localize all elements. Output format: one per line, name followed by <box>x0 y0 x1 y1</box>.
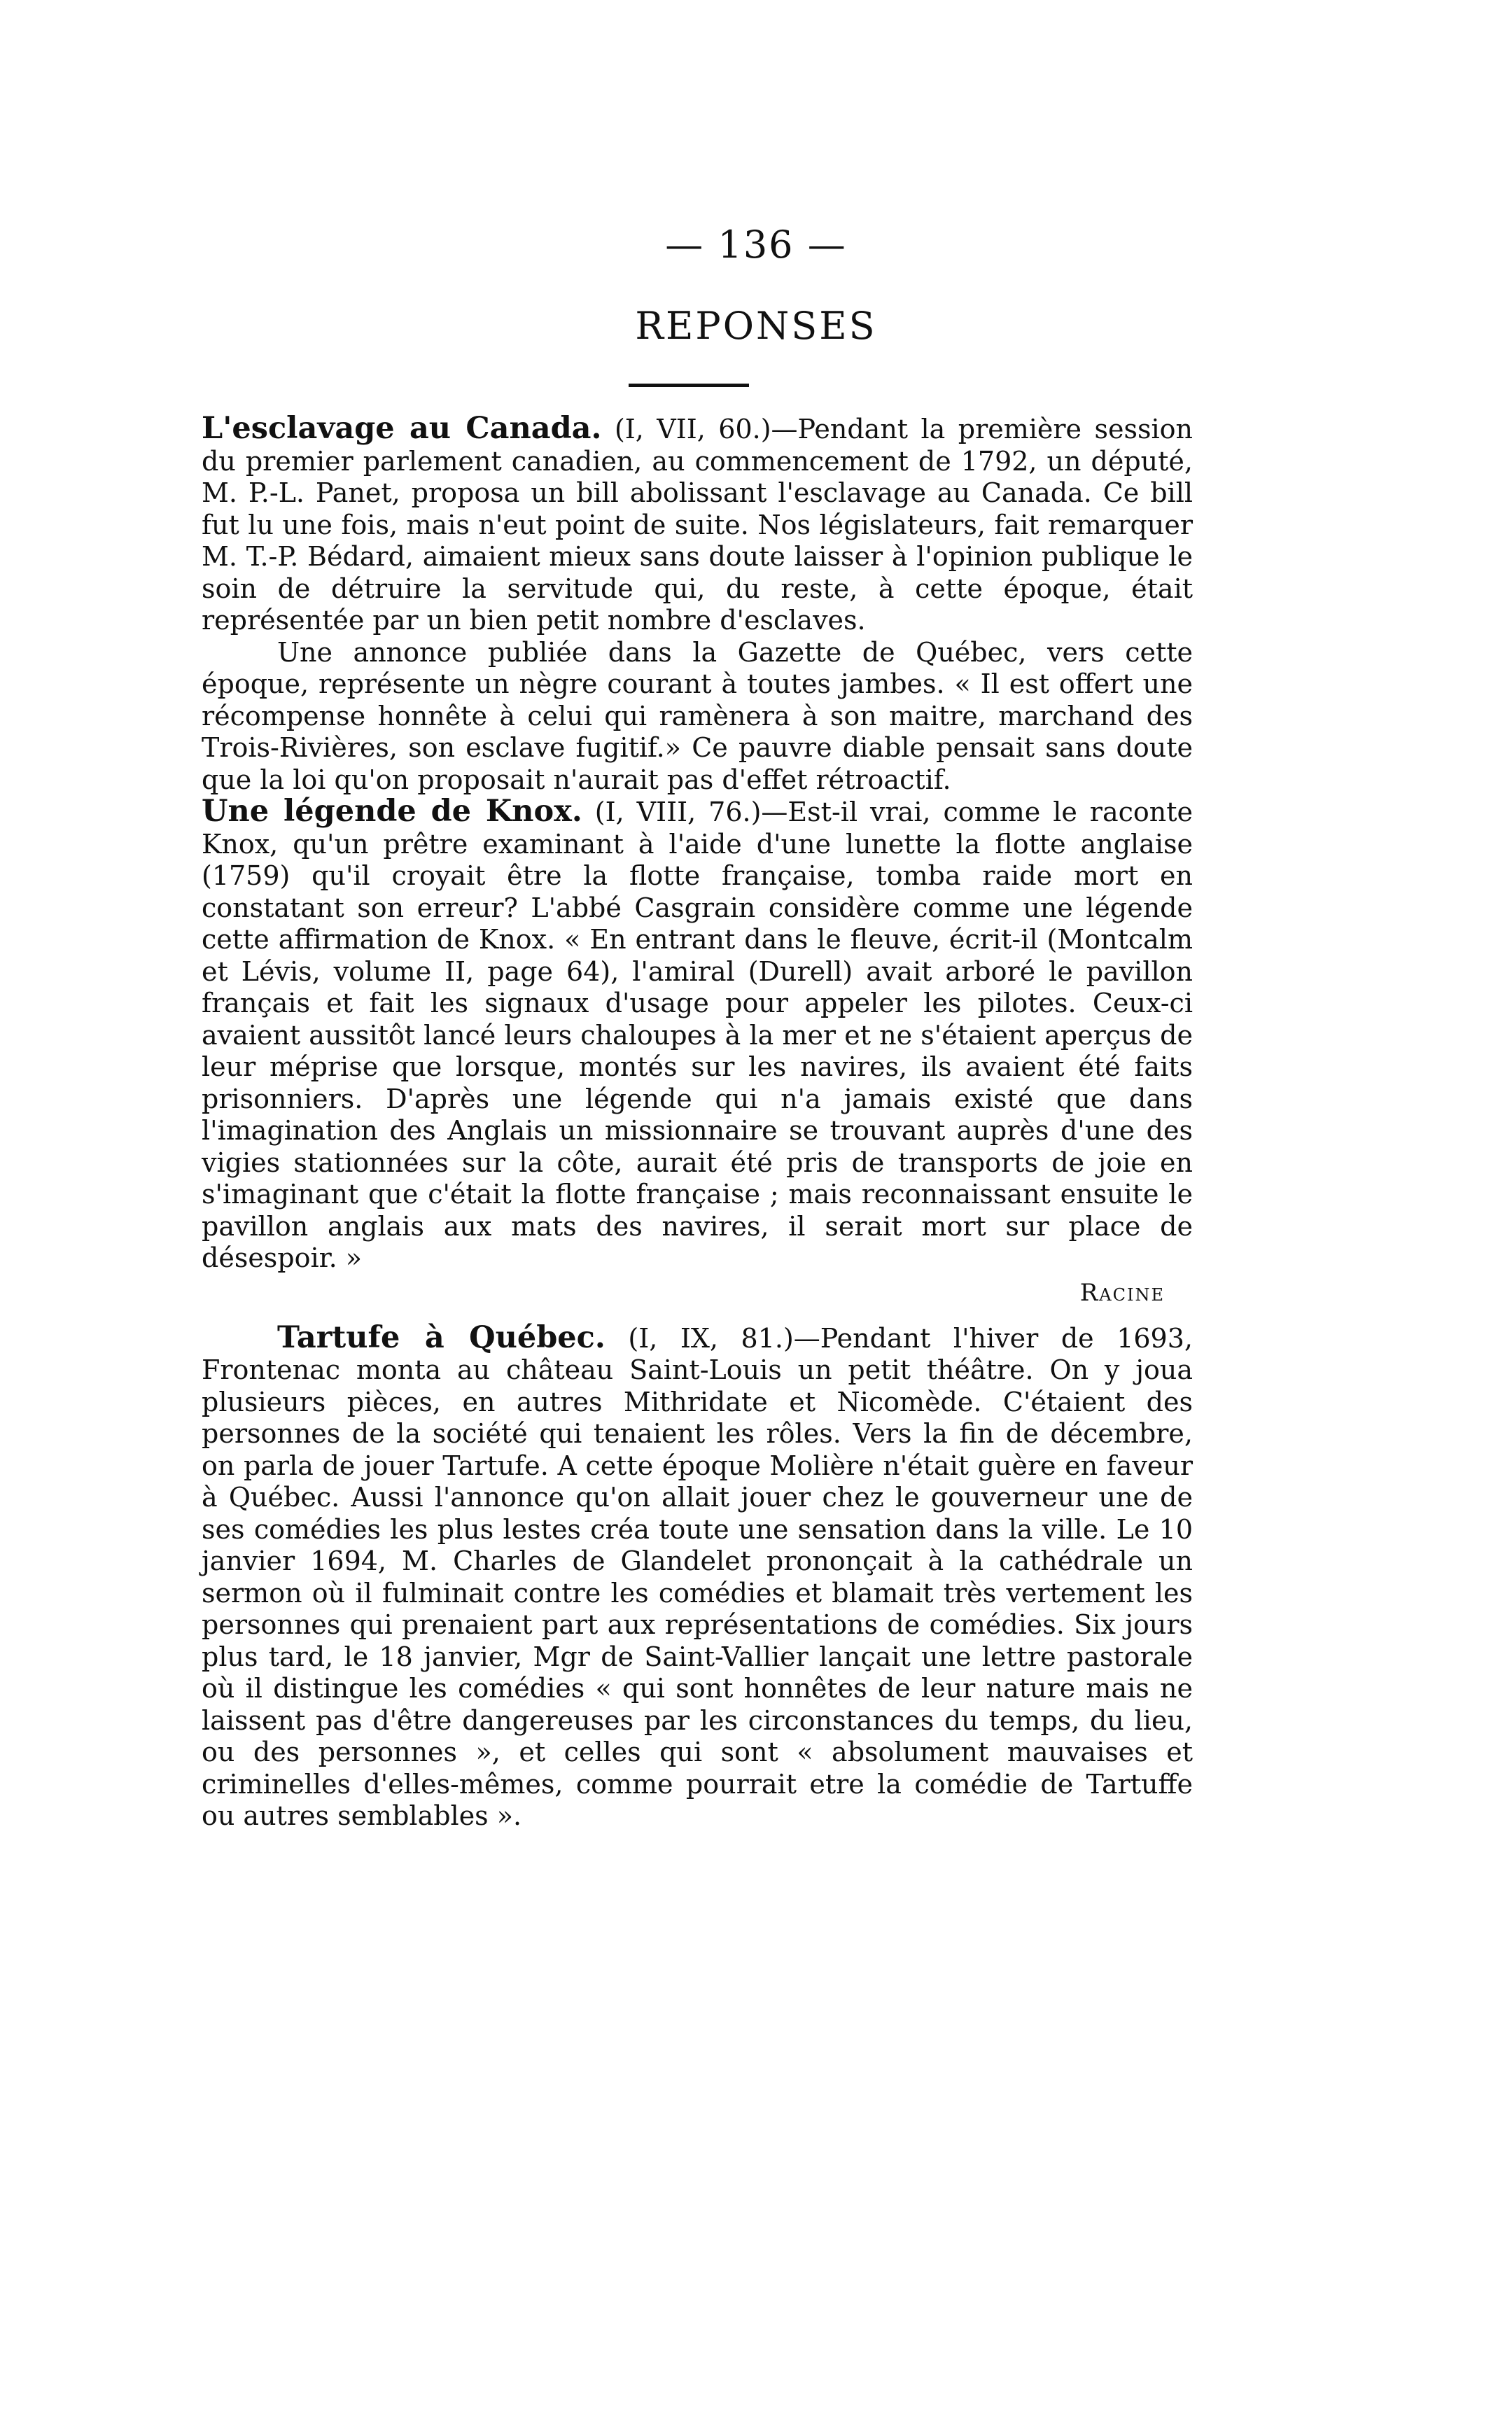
article-text: (I, IX, 81.)—Pendant l'hiver de 1693, Frontenac monta au château Saint-Louis un petit théâtre. On y joua plusieurs pièces, en autres Mithridate et Nicomède. C'étaient des personnes de la société qui tenaient les rôles. Vers la fin de décembre, on parla de jouer Tartufe. A cette époque Molière n'était guère en faveur à Québec. Aussi l'annonce qu'on allait jouer chez le gouverneur une de ses comédies les plus lestes créa toute une sensation dans la ville. Le 10 janvier 1694, M. Charles de Glandelet prononçait à la cathédrale un sermon où il fulminait contre les comédies et blamait très vertement les personnes qui prenaient part aux représentations de comédies. Six jours plus tard, le 18 janvier, Mgr de Saint-Vallier lançait une lettre pastorale où il distingue les comédies « qui sont honnêtes de leur nature mais ne laissent pas d'être dangereuses par les circonstances du temps, du lieu, ou des personnes », et celles qui sont « absolument mauvaises et criminelles d'elles-mêmes, comme pourrait etre la comédie de Tartuffe ou autres semblables ». <box>202 1322 1193 1831</box>
article-heading: Une légende de Knox. <box>202 794 582 829</box>
article-heading: L'esclavage au Canada. <box>202 411 602 446</box>
article-esclavage-paragraph <box>202 413 1193 637</box>
article-signature: Racine <box>1079 1278 1165 1307</box>
page-number: — 136 — <box>665 223 847 267</box>
article-esclavage-paragraph-2 <box>202 637 1193 797</box>
article-knox-paragraph <box>202 796 1193 1275</box>
article-heading: Tartufe à Québec. <box>277 1319 606 1355</box>
article-text: (I, VII, 60.)—Pendant la première session du premier parlement canadien, au commencement de 1792, un député, M. P.-L. Panet, proposa un bill abolissant l'esclavage au Canada. Ce bill fut lu une fois, mais n'eut point de suite. Nos législateurs, fait remarquer M. T.-P. Bédard, aimaient mieux sans doute laisser à l'opinion publique le soin de détruire la servitude qui, du reste, à cette époque, était représentée par un bien petit nombre d'esclaves. <box>202 414 1193 636</box>
title-rule <box>629 384 749 387</box>
article-text: (I, VIII, 76.)—Est-il vrai, comme le raconte Knox, qu'un prêtre examinant à l'aide d'une lunette la flotte anglaise (1759) qu'il croyait être la flotte française, tomba raide mort en constatant son erreur? L'abbé Casgrain considère comme une légende cette affirmation de Knox. « En entrant dans le fleuve, écrit-il (Montcalm et Lévis, volume II, page 64), l'amiral (Durell) avait arboré le pavillon français et fait les signaux d'usage pour appeler les pilotes. Ceux-ci avaient aussitôt lancé leurs chaloupes à la mer et ne s'étaient aperçus de leur méprise que lorsque, montés sur les navires, ils avaient été faits prisonniers. D'après une légende qui n'a jamais existé que dans l'imagination des Anglais un missionnaire se trouvant auprès d'une des vigies stationnées sur la côte, aurait été pris de transports de joie en s'imaginant que c'était la flotte française ; mais reconnaissant ensuite le pavillon anglais aux mats des navires, il serait mort sur place de désespoir. » <box>202 797 1194 1273</box>
article-text: Une annonce publiée dans la Gazette de Québec, vers cette époque, représente un nègre courant à toutes jambes. « Il est offert une récompense honnête à celui qui ramènera à son maitre, marchand des Trois-Rivières, son esclave fugitif.» Ce pauvre diable pensait sans doute que la loi qu'on proposait n'aurait pas d'effet rétroactif. <box>202 636 1193 795</box>
section-title: REPONSES <box>635 304 877 348</box>
page-content <box>202 413 1193 1833</box>
article-tartufe-paragraph <box>202 1319 1193 1833</box>
